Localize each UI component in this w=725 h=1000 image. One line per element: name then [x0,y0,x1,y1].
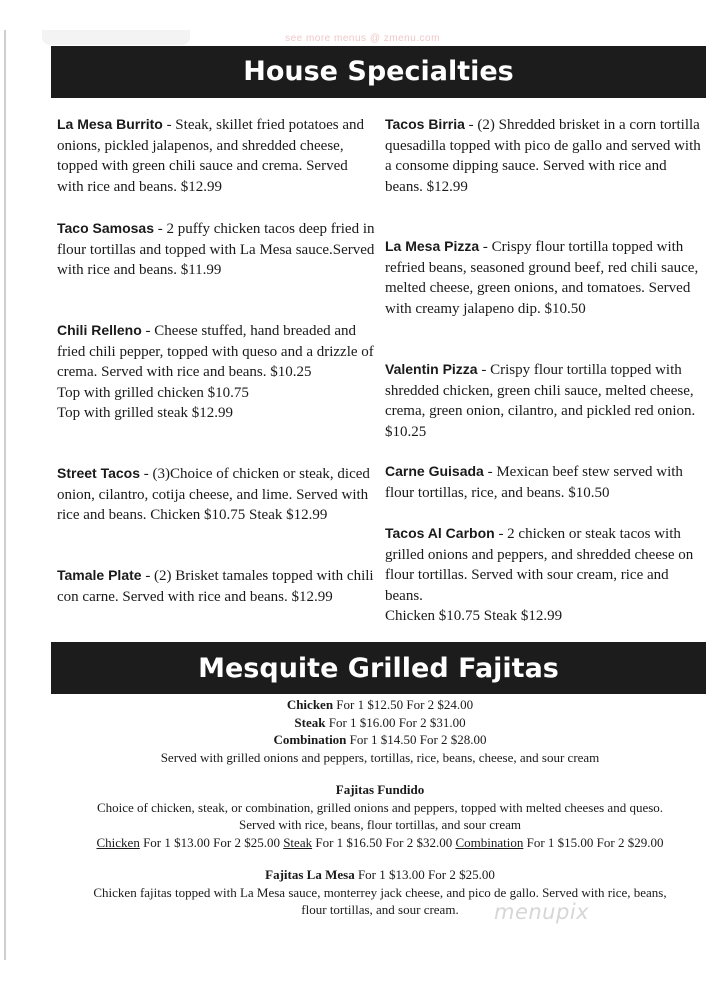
menu-item-chili-relleno [57,320,375,463]
spacer [40,766,720,781]
item-desc: - Mexican beef stew served with flour tortillas, rice, and beans. $10.50 [385,464,683,501]
fajita-served-line: Served with grilled onions and peppers, tortillas, rice, beans, cheese, and sour cream [160,749,600,765]
fundido-combo-label: Combination [455,834,524,850]
item-addon-chicken: Top with grilled chicken $10.75 [57,384,249,401]
menu-item-taco-samosas [57,218,375,320]
lamesa-title: Fajitas La Mesa [265,867,355,882]
spacer [40,851,720,866]
fundido-chicken-price: For 1 $13.00 For 2 $25.00 [139,834,284,850]
fajita-combo-label: Combination [273,732,347,747]
item-desc: - Steak, skillet fried potatoes and onions, pickled jalapenos, and shredded cheese, topped with green chili sauce and crema. Served with rice and beans. $12.99 [57,117,365,195]
lamesa-title-line [40,866,720,884]
item-desc: - 2 chicken or steak tacos with grilled onions and peppers, and shredded cheese on flour tortillas. Served with sour cream, rice and beans. [385,526,694,604]
item-desc: - (3)Choice of chicken or steak, diced onion, cilantro, cotija cheese, and lime. Served with rice and beans. Chicken $10.75 Steak $12.99 [57,466,370,523]
lamesa-price: For 1 $13.00 For 2 $25.00 [354,867,495,882]
item-name: Street Tacos [57,465,140,481]
watermark-bottom: menupix [494,900,590,924]
item-name: La Mesa Burrito [57,116,163,132]
item-desc: - Cheese stuffed, hand breaded and fried chili pepper, topped with queso and a drizzle of crema. Served with rice and beans. $10.25 [57,323,374,380]
house-specialties-title: House Specialties [243,56,514,87]
lamesa-desc-2: flour tortillas, and sour cream. [301,902,459,917]
menu-item-street-tacos [57,463,375,565]
fajita-chicken-line [40,696,720,714]
fajitas-section [40,696,720,919]
fajita-chicken-price: For 1 $12.50 For 2 $24.00 [333,697,474,712]
menu-column-left [57,114,375,607]
fajitas-title: Mesquite Grilled Fajitas [198,653,559,684]
item-name: Valentin Pizza [385,361,478,377]
item-prices: Chicken $10.75 Steak $12.99 [385,608,563,624]
menu-item-tamale-plate [57,565,375,607]
item-name: Taco Samosas [57,220,155,236]
item-name: Carne Guisada [385,463,484,479]
menu-item-la-mesa-pizza [385,236,703,359]
fundido-chicken-label: Chicken [96,834,140,850]
item-name: Tamale Plate [57,567,142,583]
fajita-combo-line [40,731,720,749]
item-desc: - Crispy flour tortilla topped with refried beans, seasoned ground beef, red chili sauce, melted cheese, green onions, and tomatoes. Served with creamy jalapeno dip. $10.50 [385,239,699,317]
item-name: Tacos Al Carbon [385,525,495,541]
house-specialties-banner [51,46,706,98]
menu-column-right [385,114,703,627]
item-addon-steak: Top with grilled steak $12.99 [57,405,234,421]
fajita-steak-price: For 1 $16.00 For 2 $31.00 [325,714,466,730]
fundido-desc-1: Choice of chicken, steak, or combination, grilled onions and peppers, topped with melted cheeses and queso. [96,799,664,815]
item-desc: - Crispy flour tortilla topped with shredded chicken, green chili sauce, melted cheese, crema, green onion, cilantro, and pickled red onion. $10.25 [385,362,696,440]
watermark-top: see more menus @ zmenu.com [285,33,440,44]
page-edge-line [4,30,6,960]
fundido-desc-2: Served with rice, beans, flour tortillas, and sour cream [239,817,521,832]
fundido-combo-price: For 1 $15.00 For 2 $29.00 [523,834,664,850]
item-name: La Mesa Pizza [385,238,480,254]
fundido-steak-price: For 1 $16.50 For 2 $32.00 [312,834,456,850]
menu-item-valentin-pizza [385,359,703,461]
menu-item-la-mesa-burrito [57,114,375,218]
menu-item-tacos-birria [385,114,703,236]
fajita-combo-price: For 1 $14.50 For 2 $28.00 [346,732,487,747]
fundido-steak-label: Steak [283,834,313,850]
fajita-steak-line [40,714,720,732]
menu-item-tacos-al-carbon [385,523,703,627]
fajitas-banner [51,642,706,694]
lamesa-desc-1: Chicken fajitas topped with La Mesa sauce, monterrey jack cheese, and pico de gallo. Served with rice, beans, [93,884,667,900]
fundido-title: Fajitas Fundido [335,782,425,797]
item-desc: - (2) Shredded brisket in a corn tortilla quesadilla topped with pico de gallo and served with a consome dipping sauce. Served with rice and beans. $12.99 [385,117,701,195]
item-desc: - (2) Brisket tamales topped with chili con carne. Served with rice and beans. $12.99 [57,568,374,605]
fajita-chicken-label: Chicken [286,697,334,712]
item-desc: - 2 puffy chicken tacos deep fried in flour tortillas and topped with La Mesa sauce.Served with rice and beans. $11.99 [57,221,375,278]
item-name: Tacos Birria [385,116,465,132]
menu-item-carne-guisada [385,461,703,523]
fajita-steak-label: Steak [294,714,326,730]
fundido-prices-line [40,834,720,852]
item-name: Chili Relleno [57,322,142,338]
